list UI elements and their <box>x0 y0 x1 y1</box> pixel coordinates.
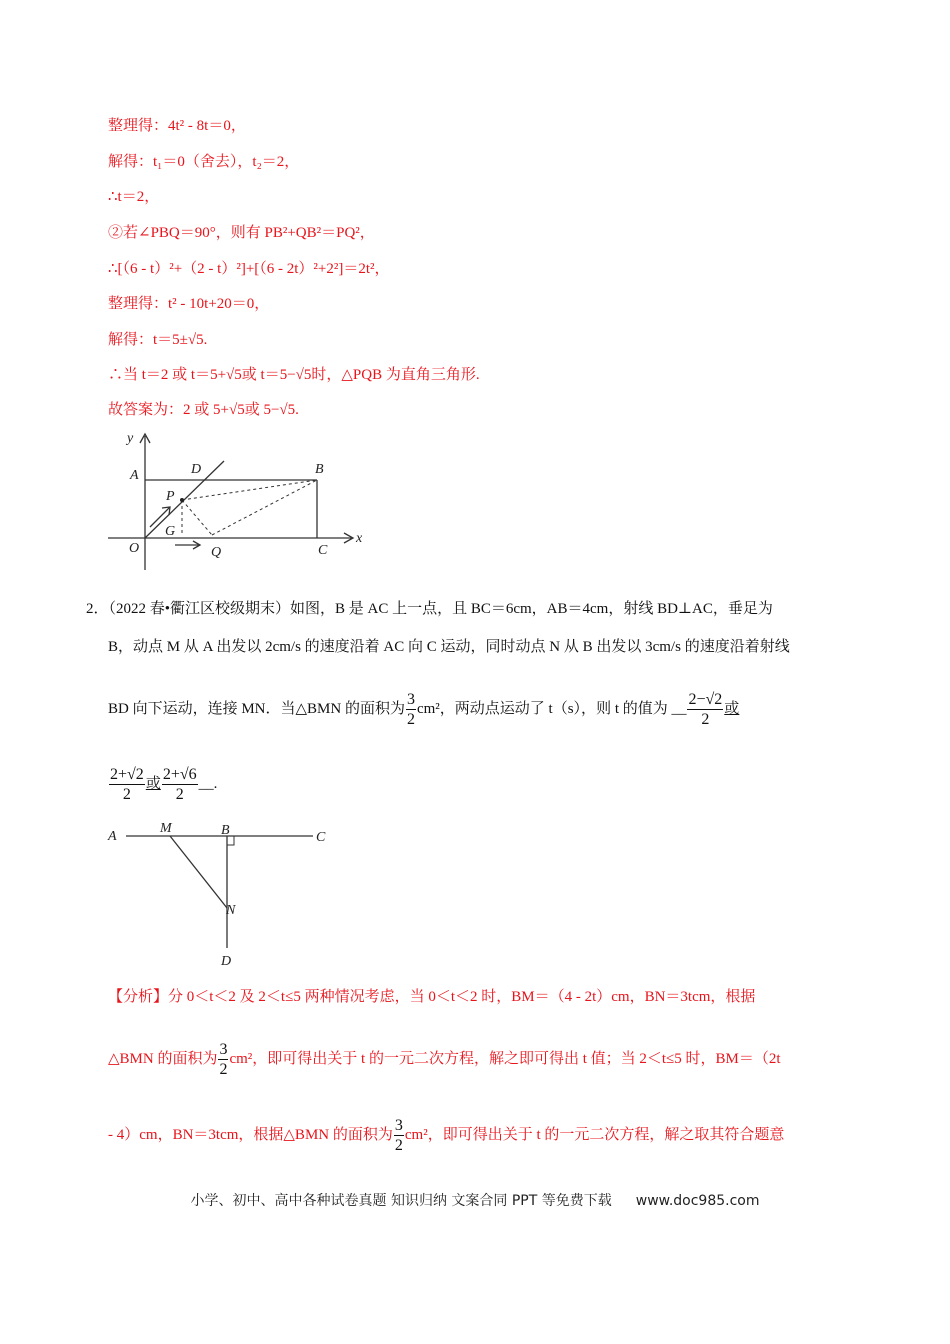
footer-url[interactable]: www.doc985.com <box>635 1193 760 1209</box>
denominator: 2 <box>175 786 184 803</box>
dashed-QB <box>212 480 317 535</box>
label-B: B <box>315 462 324 477</box>
solution-line: ∴[（6 ‐ t）²+（2 ‐ t）²]+[（6 ‐ 2t）²+2²]＝2t²， <box>108 261 390 277</box>
numerator: 2+√6 <box>162 766 197 783</box>
label-A: A <box>108 829 117 844</box>
numerator: 3 <box>406 691 415 708</box>
answer-line <box>108 765 217 804</box>
label-O: O <box>129 541 140 556</box>
numerator: 2−√2 <box>688 691 723 708</box>
analysis-text: △BMN 的面积为 <box>108 1050 218 1067</box>
analysis-text: cm²，即可得出关于 t 的一元二次方程，解之即可得出 t 值；当 2＜t≤5 时，BM＝（2t <box>229 1050 781 1067</box>
solution-line: 整理得：t² ‐ 10t+20＝0， <box>108 296 270 312</box>
or-text: 或 <box>145 775 161 792</box>
analysis-line <box>108 1116 784 1155</box>
solution-line: ②若∠PBQ＝90°，则有 PB²+QB²＝PQ²， <box>108 225 375 241</box>
dashed-PQ <box>182 500 212 535</box>
solution-line: 整理得：4t² ‐ 8t＝0， <box>108 118 246 134</box>
label-B: B <box>221 823 230 838</box>
answer-fraction <box>687 690 723 729</box>
numerator: 3 <box>219 1041 228 1058</box>
label-M: M <box>160 821 172 836</box>
solution-line: ∴当 t＝2 或 t＝5+√5或 t＝5−√5时，△PQB 为直角三角形. <box>108 367 480 383</box>
label-G: G <box>165 524 176 539</box>
answer-end: __. <box>198 775 218 792</box>
question-line: 2．（2022 春•衢江区校级期末）如图，B 是 AC 上一点，且 BC＝6cm，AB＝4cm，射线 BD⊥AC，垂足为 <box>86 601 773 617</box>
answer-fraction <box>162 765 198 804</box>
label-D: D <box>221 954 232 969</box>
question-text: cm²，两动点运动了 t（s），则 t 的值为 __ <box>416 700 687 717</box>
solution-line: 解得：t₁＝0（舍去），t₂＝2， <box>108 154 300 170</box>
numerator: 3 <box>394 1117 403 1134</box>
label-D: D <box>191 462 202 477</box>
fraction <box>218 1040 228 1079</box>
or-text: 或 <box>724 700 740 717</box>
denominator: 2 <box>701 711 710 728</box>
label-y: y <box>127 431 134 446</box>
question-line <box>108 690 739 729</box>
footer-text: 小学、初中、高中各种试卷真题 知识归纳 文案合同 PPT 等免费下载 <box>190 1193 612 1209</box>
fraction <box>406 690 416 729</box>
solution-line: ∴t＝2， <box>108 189 160 205</box>
segment-MN <box>170 836 227 908</box>
denominator: 2 <box>122 786 131 803</box>
label-N: N <box>226 903 236 918</box>
solution-line: 解得：t＝5±√5. <box>108 332 208 348</box>
answer-fraction <box>109 765 145 804</box>
point-P <box>180 498 184 502</box>
denominator: 2 <box>394 1137 403 1154</box>
denominator: 2 <box>219 1061 228 1078</box>
label-x: x <box>356 531 363 546</box>
label-C: C <box>318 543 328 558</box>
solution-line: 故答案为：2 或 5+√5或 5−√5. <box>108 402 299 418</box>
analysis-text: cm²，即可得出关于 t 的一元二次方程，解之取其符合题意 <box>404 1126 785 1143</box>
label-C: C <box>316 830 326 845</box>
denominator: 2 <box>406 711 415 728</box>
footer <box>0 1190 950 1210</box>
analysis-line: 【分析】分 0＜t＜2 及 2＜t≤5 两种情况考虑，当 0＜t＜2 时，BM＝（4 ‐ 2t）cm，BN＝3tcm，根据 <box>108 989 756 1005</box>
question-line: B，动点 M 从 A 出发以 2cm/s 的速度沿着 AC 向 C 运动，同时动点 N 从 B 出发以 3cm/s 的速度沿着射线 <box>108 639 790 655</box>
label-Q: Q <box>211 545 222 560</box>
analysis-text: ‐ 4）cm，BN＝3tcm，根据△BMN 的面积为 <box>108 1126 393 1143</box>
label-P: P <box>166 489 175 504</box>
fraction <box>394 1116 404 1155</box>
question-text: BD 向下运动，连接 MN．当△BMN 的面积为 <box>108 700 405 717</box>
label-A: A <box>130 468 139 483</box>
numerator: 2+√2 <box>110 766 144 783</box>
analysis-line <box>108 1040 781 1079</box>
